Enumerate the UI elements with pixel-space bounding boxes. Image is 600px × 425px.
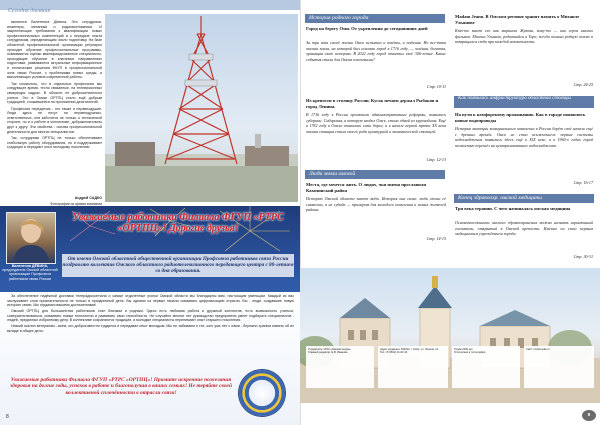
intro-column	[7, 20, 102, 200]
imprint-address	[378, 346, 448, 388]
header-architecture: Как появилась инфраструктура областной столицы	[454, 96, 594, 108]
letter-paragraph: За обеспечение надёжной доставки телерадиосигнала и самые отдалённые уголки Омской области мы благодарны вам, настоящим умельцам. Каждый из вас заслуживает слов признательности не только в праздничный день. Вы одними из первых начали осваивать цифровизацию отрасли. Вы - люди, создавшие новую историю связи. Мы гордимся вашими достижениями!	[7, 294, 294, 307]
circulation-line: Тираж 2000 экз.	[454, 348, 474, 351]
header-history: История родного города	[305, 14, 445, 23]
page-number-right: 9	[582, 410, 596, 421]
header-people: Люди земли омской	[305, 170, 445, 179]
phone-line: Тел.: 8 (3812) 21-03-10	[380, 351, 408, 355]
article-body	[455, 28, 593, 80]
header-medicine: Конец здравоохр. омской медицины	[454, 194, 594, 203]
imprint-founder	[306, 346, 374, 388]
founder-line: Учредитель: ООО «Омская медиа»	[308, 348, 351, 351]
article-body	[306, 196, 446, 236]
print-line: Отпечатано в типографии	[454, 351, 486, 355]
address-line: Адрес редакции: 644010, г. Омск, ул. Ленина, 14	[380, 348, 439, 351]
article-body	[306, 112, 446, 156]
imprint-web	[524, 346, 594, 388]
article-title: На пути к комфортному проживанию. Как в городе появились новые водопроводы	[455, 112, 586, 123]
intro-paragraph: Так сложилось, что в отдельных профессиях мы следующее время, тесно связанные, на телевизионных связующих кадрах. В области не доброжелательно учится. Это в Омске ОРТПЦ стало ещё добрым традицией, сложившейся на протяжении десятилетий.	[7, 81, 102, 105]
article-body	[306, 40, 446, 84]
tv-tower-illustration	[105, 14, 298, 202]
signatory-name: Валентина ДЁВИНА,	[11, 264, 49, 268]
photo-credit: Фотографии из архива компании	[50, 202, 102, 206]
article-page-ref: Стр. 16-17	[573, 180, 593, 185]
article-body	[455, 126, 593, 178]
greeting-title: Уважаемые работники Филиала ФГУП «РТРС «ОРТПЦ»! Дорогие друзья!	[72, 212, 284, 234]
article-body	[455, 220, 593, 254]
article-title: Места, где хочется жить. О людях, чьи имена прославили Казачинский район	[306, 182, 426, 193]
article-text: Историю Омской области знают люди. История она сама: люди стали её символом, а их судьба — примером для молодого поколения и новых жителей района.	[306, 196, 446, 213]
imprint-print	[452, 346, 520, 388]
article-text: Основоположником омского здравоохранения можно назвать гарнизонный госпиталь, открытый в Омской крепости. Именно он стал первым медицинским учреждением города.	[455, 220, 593, 237]
article-page-ref: Стр. 30-31	[573, 254, 593, 259]
article-title: Madam Jeann. В Омском регионе хранят память о Михаиле Ульянове	[455, 14, 580, 25]
author-name: Андрей САДКО	[74, 196, 102, 200]
closing-wishes: Уважаемые работники Филиала ФГУП «РТРС «ОРТПЦ»! Примите искренние пожелания здоровья на долгие годы, успехов в работе и благополучия в ваших семьях! Не теряйте своей коллективной сплочённости в отрасли связи!	[10, 377, 232, 396]
rtrs-emblem-icon	[239, 370, 285, 416]
letter-paragraph: Омский ОРТПЦ для большинства работников стал близким и родным. Здесь есть любимая работа и дружный коллектив, есть возможность учиться, совершенствоваться, осваивать новые технологии и развивать свои способности. Не случайно многие лет руководство предприятия умеет подбирать специалистов - людей, преданных избранному делу. В коллективе сохраняются традиции, а молодые специалисты перенимают опыт старшего поколения.	[7, 309, 294, 322]
intro-paragraph: Так, сотрудники ОРТПЦ не только обеспечивают стабильную работу оборудования, но и поддерживают традиции и передают опыт молодому поколению.	[7, 136, 102, 150]
article-text: В 1716 году в России произошли административные реформы, появились губернии. Сибирская, в которую входил Омск, стала одной из крупнейших. Ещё в 1782 году в Омске появилась сеть дорог, а в начале первой трети XX века омская станция стала своего рода культурной и экономической столицей.	[306, 112, 446, 134]
article-page-ref: Стр. 14-15	[426, 236, 446, 241]
intro-paragraph: являются Валентина Дёвина. Это сотрудники-инженеры, механики и радиомонтажники. И закрепляющие требования к квалификации новых профессиональных компетенций и к передаче опыта сотрудникам, определяющим число подготовку. На базе областной профессиональной организации регулярно проходят обучение профессиональные программы, осваиваются оценки квалифицированные специалисты, проходящие обучение в ключевых направлениях подготовки, развиваются актуальные информационные и технические решения ФКУП в профессиональной зоне связи России, с проблемами новых среды, и выполняющих условия современной работы.	[7, 20, 102, 80]
editor-line: Главный редактор: Е.В. Иванова	[308, 351, 348, 355]
article-title: Три века терапии. С чего начиналась омская медицина	[455, 206, 571, 211]
article-title: Из крепости в столицу России. Кусок печати держал Рыбаков и город Ленина.	[306, 98, 439, 109]
tv-tower-photo	[105, 14, 298, 202]
article-page-ref: Стр. 10-11	[426, 84, 446, 89]
article-page-ref: Стр. 24-25	[573, 82, 593, 87]
article-title: Город на берегу Оми. От укрепления до сегодняшних дней	[306, 26, 428, 31]
article-text: Кто-то знает его как маршала Жукова, кому-то — как героя многих фильмов. Михаил Ульянов, родившийся в Таре, всегда помнил родную землю и возвращался сюда при каждой возможности.	[455, 28, 593, 45]
page-number-left: 8	[6, 414, 9, 420]
article-text: За три века своей жизни Омск испытал и взлёты, и падения. Но все-таки омская земля, на которой был основан город в 1716 году, — зелёная, богатая, хранящая свою историю. В 2022 году город отметил своё 306-летие. Какие события стали для Омска ключевыми?	[306, 40, 446, 62]
author-portrait	[6, 212, 56, 264]
signatory	[2, 264, 58, 281]
website-line: Сайт: omskmedia.ru	[526, 348, 550, 351]
article-text: История эволюции коммунального комплекса в России берёт своё начало ещё с древних времён. Омск не стал исключением: первые системы водоснабжения появились здесь ещё в XIX веке, а в 1960-х годах город полностью перешёл на централизованное водоснабжение.	[455, 126, 593, 148]
imprint-block	[300, 268, 600, 425]
article-page-ref: Стр. 12-13	[426, 157, 446, 162]
signatory-role: председатель Омской областной организации Профсоюза работников связи России	[2, 268, 58, 281]
letter-paragraph: Низкий поклон ветеранам - всем, кто добросовестно трудился и передавал опыт молодым. Мы не забываем о тех, кого уже нет с нами - бережно храним память об их вкладе в общее дело.	[7, 324, 294, 333]
intro-paragraph: Профессия передатчик - это также и неравнодушие. Люди здесь не несут на неравнодушных, ответственных; они заботятся не только о технической стороне, но и о работе в коллективе, доброжелательны друг к другу. Эти свойства - основа профессиональной деятельности для многих специалистов.	[7, 106, 102, 134]
greeting-body: От имени Омской областной общественной организации Профсоюза работников связи России поздравляю коллектив Омского областного радиотелевизионного передающего центра с 80-летием со дня образования.	[62, 254, 294, 277]
section-tag: Сегодня дневник	[8, 8, 51, 14]
greeting-letter	[7, 294, 294, 335]
